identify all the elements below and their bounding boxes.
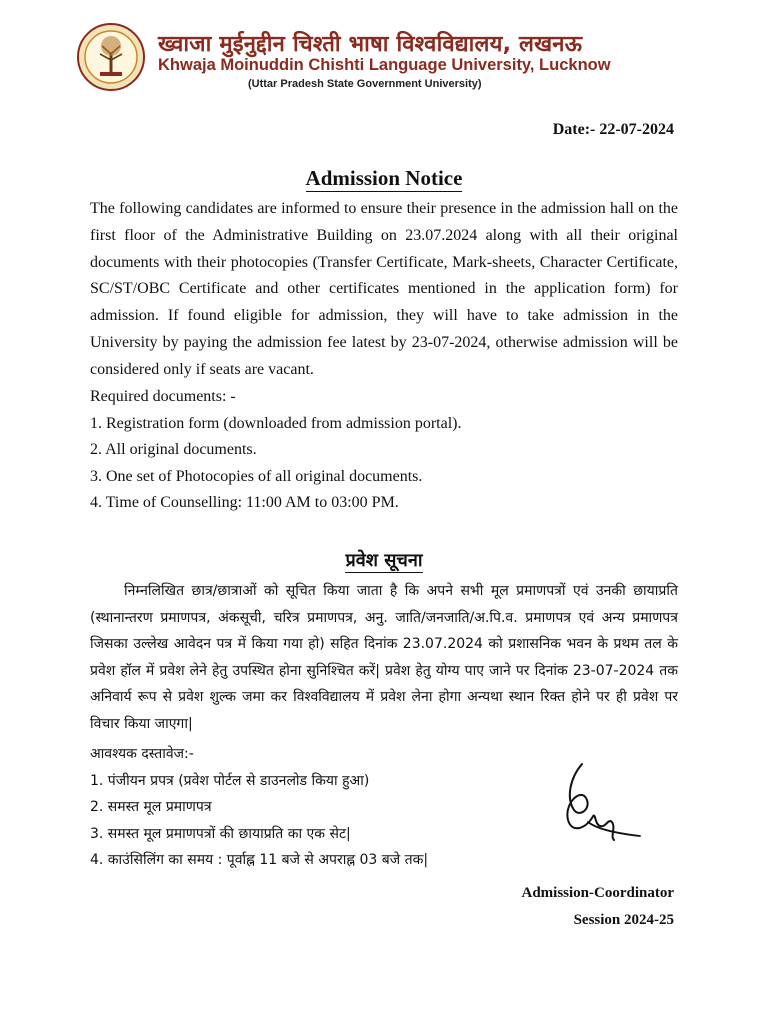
english-paragraph: The following candidates are informed to ensure their presence in the admission hall on the first floor of the Administrative Building on 23.07.2024 along with all their original documents with their photocopies (Transfer Certificate, Mark-sheets, Character Certificate, SC/ST/OBC Certificate and other certificates mentioned in the application form) for admission. If found eligible for admission, they will have to take admission in the University by paying the admission fee latest by 23-07-2024, otherwise admission will be considered only if seats are vacant. [90,200,678,378]
university-name-english: Khwaja Moinuddin Chishti Language University, Lucknow [158,56,611,74]
english-title [0,166,768,191]
handwritten-signature [552,758,644,848]
university-name-hindi: ख्वाजा मुईनुद्दीन चिश्ती भाषा विश्वविद्यालय, लखनऊ [158,32,583,57]
english-required-documents [90,384,461,517]
english-title-text: Admission Notice [305,166,463,190]
university-subtitle: (Uttar Pradesh State Government University) [248,78,482,90]
signatory-session: Session 2024-25 [573,912,674,928]
notice-date: Date:- 22-07-2024 [552,121,674,138]
english-required-heading: Required documents: - [90,388,236,405]
list-item: 1. Registration form (downloaded from admission portal). [90,414,462,432]
signatory-role: Admission-Coordinator [521,885,674,901]
list-item: 1. पंजीयन प्रपत्र (प्रवेश पोर्टल से डाउनलोड किया हुआ) [90,772,370,789]
list-item: 3. One set of Photocopies of all original documents. [90,467,423,485]
hindi-required-heading: आवश्यक दस्तावेज:- [90,746,194,762]
list-item: 4. Time of Counselling: 11:00 AM to 03:00 PM. [90,494,399,512]
list-item: 2. समस्त मूल प्रमाणपत्र [90,799,212,816]
list-item: 3. समस्त मूल प्रमाणपत्रों की छायाप्रति का एक सेट| [90,825,351,842]
list-item: 2. All original documents. [90,441,257,459]
hindi-required-documents [90,741,428,874]
hindi-paragraph: निम्नलिखित छात्र/छात्राओं को सूचित किया जाता है कि अपने सभी मूल प्रमाणपत्रों एवं उनकी छायाप्रति (स्थानान्तरण प्रमाणपत्र, अंकसूची, चरित्र प्रमाणपत्र, अनु. जाति/जनजाति/अ.पि.व. प्रमाणपत्र एवं अन्य प्रमाणपत्र जिसका उल्लेख आवेदन पत्र में किया गया हो) सहित दिनांक 23.07.2024 को प्रशासनिक भवन के प्रथम तल के प्रवेश हॉल में प्रवेश लेने हेतु उपस्थित होना सुनिश्चित करें| प्रवेश हेतु योग्य पाए जाने पर दिनांक 23-07-2024 तक अनिवार्य रूप से प्रवेश शुल्क जमा कर विश्वविद्यालय में प्रवेश लेना होगा अन्यथा स्थान रिक्त होने पर ही प्रवेश पर विचार किया जाएगा| [90,583,678,732]
signatory-block [521,880,674,934]
list-item: 4. काउंसिलिंग का समय : पूर्वाह्न 11 बजे से अपराह्न 03 बजे तक| [90,852,429,869]
hindi-title [0,548,768,572]
letterhead [76,22,696,100]
university-emblem-icon [76,22,146,92]
hindi-title-text: प्रवेश सूचना [345,550,423,571]
